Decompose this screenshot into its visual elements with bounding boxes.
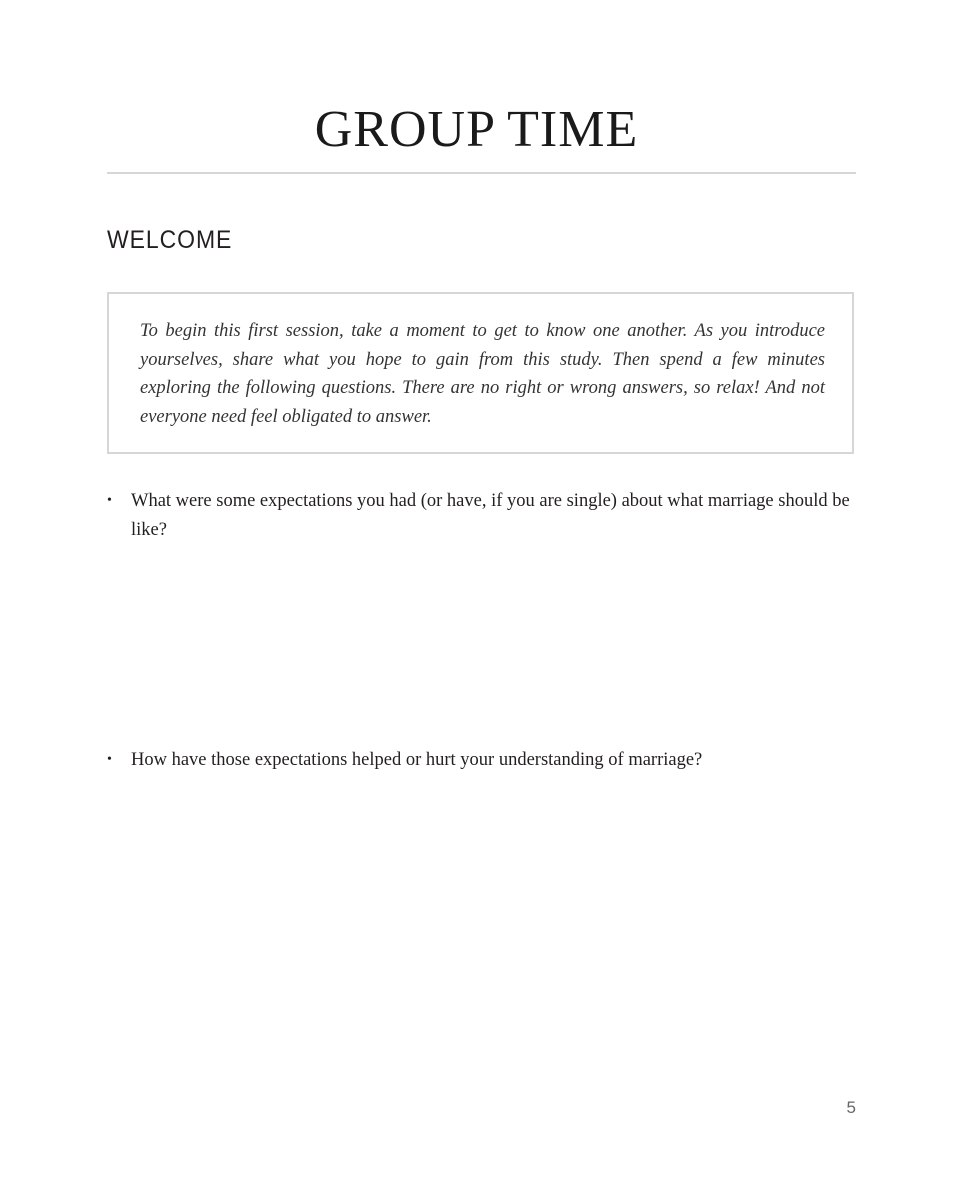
bullet-icon: •	[107, 752, 112, 767]
section-heading-welcome: WELCOME	[107, 226, 233, 254]
intro-text: To begin this first session, take a moment to get to know one another. As you introduce yourselves, share what you hope to gain from this study. Then spend a few minutes exploring the following questions. There are no right or wrong answers, so relax! And not everyone need feel obligated to answer.	[140, 321, 825, 427]
page-title: GROUP TIME	[314, 101, 639, 158]
intro-callout-box	[107, 292, 854, 454]
question-item	[107, 487, 857, 544]
page-number: 5	[846, 1098, 856, 1117]
question-item	[107, 746, 857, 775]
question-text: How have those expectations helped or hurt your understanding of marriage?	[131, 750, 703, 770]
bullet-icon: •	[107, 493, 112, 508]
title-divider	[107, 172, 856, 174]
question-text: What were some expectations you had (or have, if you are single) about what marriage should be like?	[131, 491, 850, 540]
